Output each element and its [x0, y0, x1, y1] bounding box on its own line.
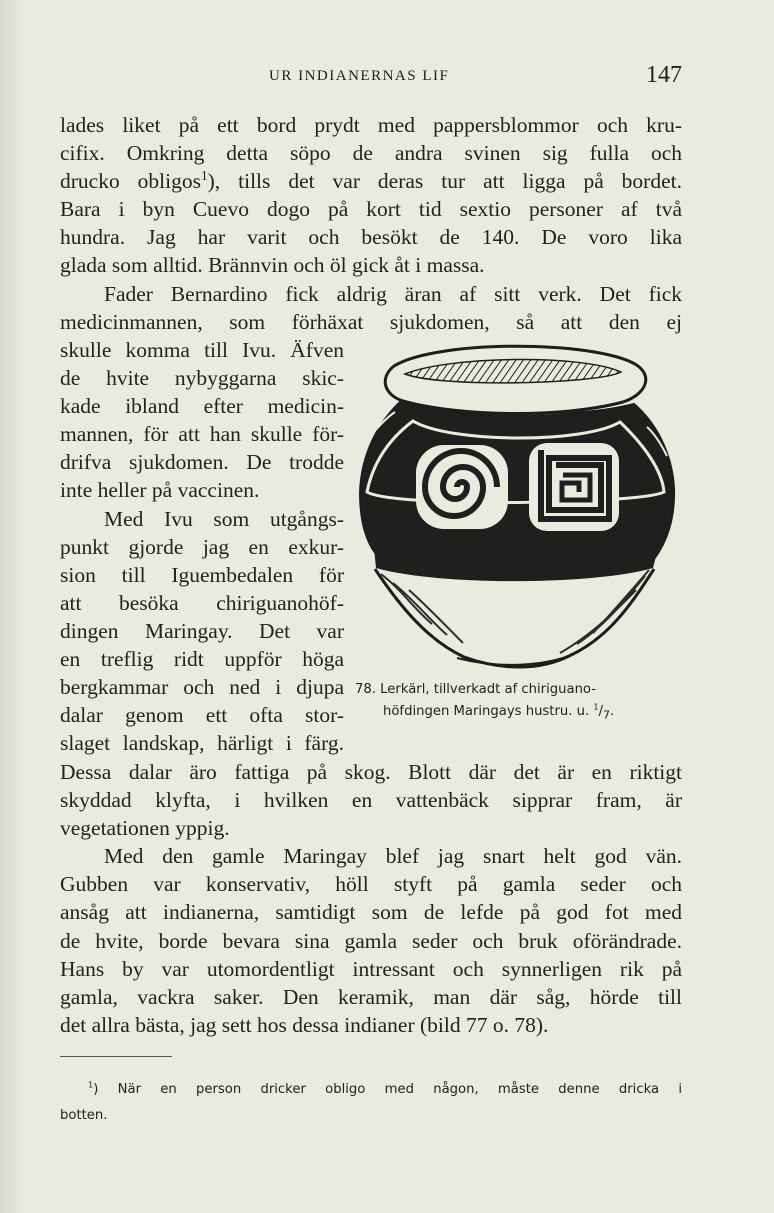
text-line: drifva sjukdomen. De trodde [60, 450, 344, 475]
text-line: en treflig ridt uppför höga [60, 647, 344, 672]
text-line: dingen Maringay. Det var [60, 618, 344, 643]
footnote-line [60, 1077, 682, 1103]
spiral-motif-left [416, 445, 508, 529]
text-line: inte heller på vaccinen. [60, 478, 260, 503]
body-text-top [60, 111, 682, 336]
text-line: Gubben var konservativ, höll styft på gamla seder och [60, 872, 682, 897]
footnote-line: botten. [60, 1108, 108, 1123]
caption-end: . [610, 704, 615, 719]
body-text-beside-figure [60, 336, 344, 757]
spiral-motif-right [529, 443, 619, 531]
text-line: vegetationen yppig. [60, 816, 230, 841]
text-line: skulle komma till Ivu. Äfven [60, 338, 344, 362]
caption-text: höfdingen Maringays hustru. u. [383, 704, 594, 719]
text-line: Dessa dalar äro fattiga på skog. Blott där det är en riktigt [60, 760, 682, 784]
text-fragment: ), tills det var deras tur att ligga på bordet. [207, 169, 682, 194]
footnote-reference: 1 [200, 168, 208, 184]
page-number: 147 [646, 62, 682, 88]
text-line: skyddad klyfta, i hvilken en vattenbäck sipprar fram, är [60, 788, 682, 813]
paragraph-start: Med den gamle Maringay blef jag snart helt god vän. [104, 844, 682, 869]
scale-denominator: 7 [603, 708, 611, 722]
text-line: cifix. Omkring detta söpo de andra svinen sig fulla och [60, 141, 682, 166]
footnote [60, 1077, 682, 1129]
text-line: mannen, för att han skulle för- [60, 422, 344, 447]
paragraph-start: Med Ivu som utgångs- [104, 506, 344, 531]
text-line: punkt gjorde jag en exkur- [60, 534, 344, 559]
paragraph-start: Fader Bernardino fick aldrig äran af sitt verk. Det fick [104, 281, 682, 306]
text-line-with-footnote [60, 167, 682, 195]
footnote-marker: 1 [88, 1079, 94, 1090]
text-line: de hvite, borde bevara sina gamla seder och bruk oförändrade. [60, 928, 682, 953]
figure-caption [355, 679, 682, 727]
body-text-bottom [60, 758, 682, 1039]
page-header [60, 62, 682, 92]
text-fragment: drucko obligos [60, 169, 201, 194]
scale-numerator: 1 [593, 701, 599, 712]
footnote-separator [60, 1056, 172, 1057]
scale-separator: / [598, 704, 604, 719]
text-line: ansåg att indianerna, samtidigt som de lefde på god fot med [60, 900, 682, 925]
text-line: lades liket på ett bord prydt med pappersblommor och kru- [60, 113, 682, 137]
text-line: glada som alltid. Brännvin och öl gick åt i massa. [60, 253, 485, 278]
text-line: att besöka chiriguanohöf- [60, 590, 344, 615]
text-line: de hvite nybyggarna skic- [60, 366, 344, 391]
footnote-text: ) När en person dricker obligo med någon, måste denne dricka i [93, 1082, 682, 1097]
text-line: dalar genom ett ofta stor- [60, 703, 344, 728]
text-line: bergkammar och ned i djupa [60, 675, 344, 700]
text-line: sion till Iguembedalen för [60, 562, 344, 587]
clay-vessel-drawing [355, 338, 680, 673]
text-line: slaget landskap, härligt i färg. [60, 731, 344, 756]
caption-line [355, 701, 682, 727]
text-line: Hans by var utomordentligt intressant och synnerligen rik på [60, 956, 682, 981]
text-line: gamla, vackra saker. Den keramik, man där såg, hörde till [60, 984, 682, 1009]
running-title: UR INDIANERNAS LIF [269, 68, 450, 84]
text-line: Bara i byn Cuevo dogo på kort tid sextio personer af två [60, 197, 682, 222]
text-line: medicinmannen, som förhäxat sjukdomen, så att den ej [60, 309, 682, 334]
text-line: hundra. Jag har varit och besökt de 140. De voro lika [60, 225, 682, 250]
text-line: kade ibland efter medicin- [60, 394, 344, 419]
text-line: det allra bästa, jag sett hos dessa indianer (bild 77 o. 78). [60, 1012, 549, 1037]
pottery-illustration [355, 338, 680, 673]
caption-line: 78. Lerkärl, tillverkadt af chiriguano- [355, 682, 597, 697]
